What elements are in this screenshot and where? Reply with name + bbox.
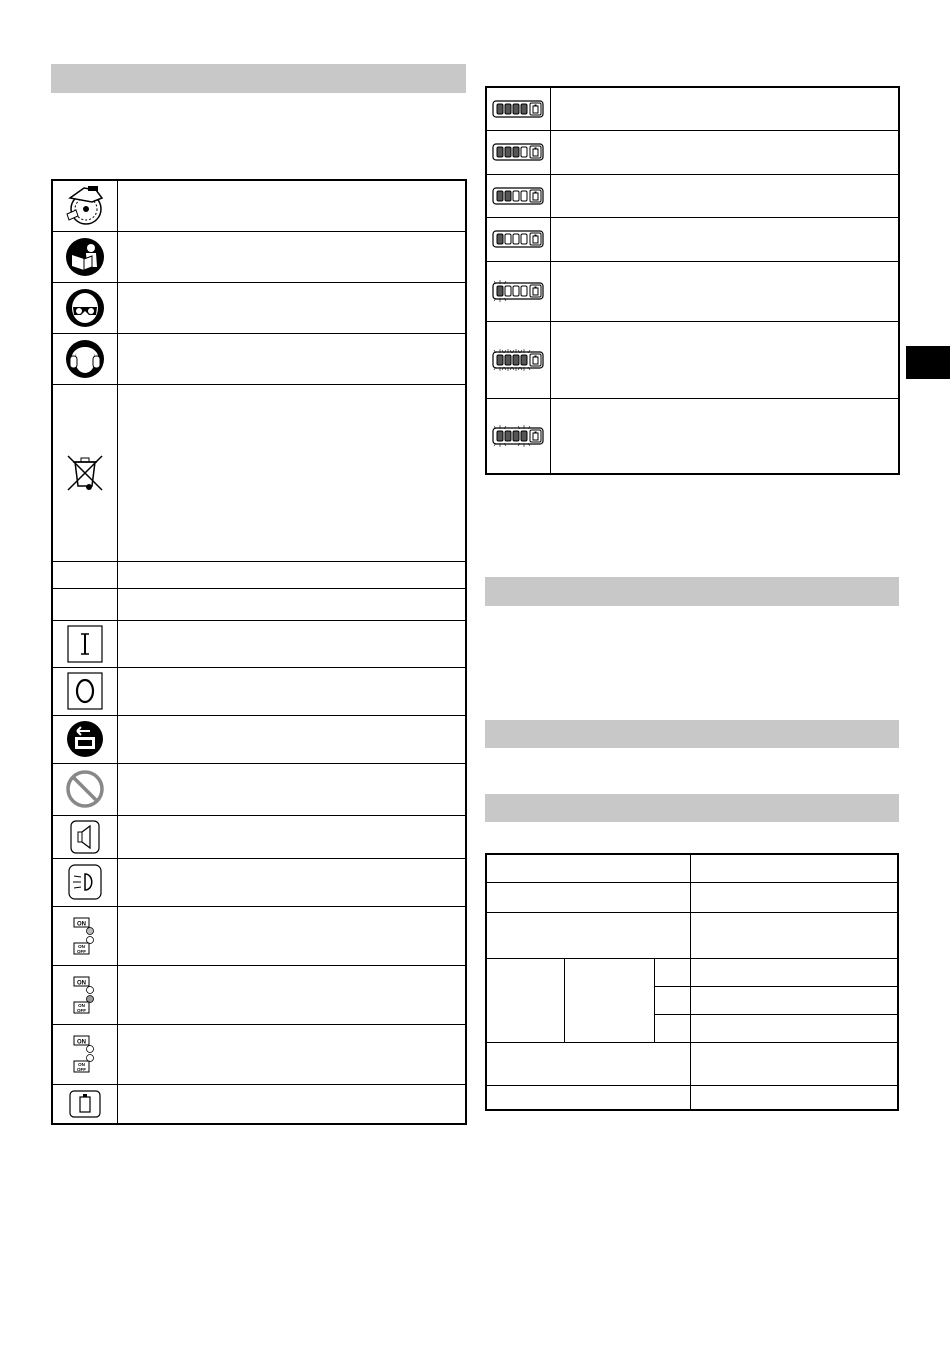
on-switch-off-icon (71, 1034, 99, 1074)
specifications-table (485, 853, 899, 1111)
symbol-row (52, 333, 466, 384)
symbol-row (52, 1084, 466, 1124)
right-section-header-bar-3 (485, 794, 899, 822)
symbol-row (52, 180, 466, 231)
symbol-label (117, 588, 466, 620)
right-section-header-bar-1 (485, 577, 899, 606)
prohibited-icon (65, 769, 105, 809)
read-manual-icon (65, 237, 105, 277)
symbol-label (117, 282, 466, 333)
svg-text:OFF: OFF (76, 948, 86, 954)
symbol-row (52, 588, 466, 620)
symbol-label (117, 1084, 466, 1124)
on-switch-green-icon (71, 916, 99, 956)
symbols-table (51, 179, 467, 1125)
symbol-row (52, 667, 466, 715)
svg-text:ON: ON (77, 1062, 85, 1067)
dust-blower-icon (70, 820, 100, 854)
symbol-label (117, 180, 466, 231)
symbol-label (117, 1024, 466, 1084)
battery-level-3-icon (489, 137, 547, 167)
indicator-label (550, 261, 899, 321)
svg-text:ON: ON (77, 943, 85, 949)
svg-text:OFF: OFF (76, 1007, 86, 1013)
indicator-row (486, 130, 899, 174)
indicator-row (486, 321, 899, 398)
svg-text:OFF: OFF (76, 1067, 86, 1072)
indicator-label (550, 130, 899, 174)
svg-text:ON: ON (77, 1002, 85, 1008)
symbol-row (52, 620, 466, 667)
indicator-label (550, 398, 899, 474)
battery-indicator-table (485, 86, 900, 475)
symbol-row (52, 715, 466, 763)
language-tab (906, 346, 950, 379)
symbol-row (52, 763, 466, 815)
indicator-row (486, 261, 899, 321)
symbol-row (52, 906, 466, 965)
svg-text:ON: ON (76, 1039, 86, 1046)
indicator-row (486, 87, 899, 130)
battery-level-4-icon (489, 94, 547, 124)
battery-level-1-icon (489, 224, 547, 254)
spec-row (486, 882, 898, 912)
symbol-label (117, 561, 466, 588)
indicator-label (550, 321, 899, 398)
svg-text:ON: ON (76, 921, 86, 927)
spec-row (486, 958, 898, 986)
spec-row (486, 912, 898, 958)
battery-outer-blink-icon (489, 421, 547, 451)
left-section-header-bar (51, 64, 466, 93)
spec-row (486, 854, 898, 882)
symbol-label (117, 763, 466, 815)
indicator-row (486, 174, 899, 217)
symbol-label (117, 906, 466, 965)
switch-off-icon (67, 672, 103, 710)
symbol-row (52, 384, 466, 561)
symbol-label (117, 620, 466, 667)
ear-protection-icon (65, 339, 105, 379)
symbol-label (117, 384, 466, 561)
symbol-label (117, 231, 466, 282)
symbol-row (52, 858, 466, 906)
symbol-row (52, 815, 466, 858)
symbol-label (117, 815, 466, 858)
battery-all-blink-icon (489, 345, 547, 375)
battery-icon (69, 1090, 101, 1118)
circular-saw-icon (62, 184, 108, 228)
symbol-row (52, 282, 466, 333)
spec-row (486, 1085, 898, 1110)
on-switch-blinking-icon (71, 975, 99, 1015)
indicator-label (550, 174, 899, 217)
symbol-label (117, 858, 466, 906)
indicator-label (550, 217, 899, 261)
switch-on-icon (67, 625, 103, 663)
weee-crossed-bin-icon (64, 452, 106, 494)
symbol-row (52, 965, 466, 1024)
eye-protection-icon (65, 288, 105, 328)
symbol-label (117, 667, 466, 715)
symbol-label (117, 965, 466, 1024)
svg-text:ON: ON (76, 980, 86, 986)
symbol-row (52, 561, 466, 588)
right-section-header-bar-2 (485, 720, 899, 748)
spec-row (486, 1042, 898, 1085)
symbol-label (117, 715, 466, 763)
light-icon (68, 864, 102, 900)
symbol-label (117, 333, 466, 384)
disconnect-battery-icon (66, 720, 104, 758)
battery-level-2-icon (489, 181, 547, 211)
indicator-row (486, 217, 899, 261)
indicator-label (550, 87, 899, 130)
indicator-row (486, 398, 899, 474)
symbol-row (52, 231, 466, 282)
battery-level-1-blink-icon (489, 276, 547, 306)
symbol-row (52, 1024, 466, 1084)
